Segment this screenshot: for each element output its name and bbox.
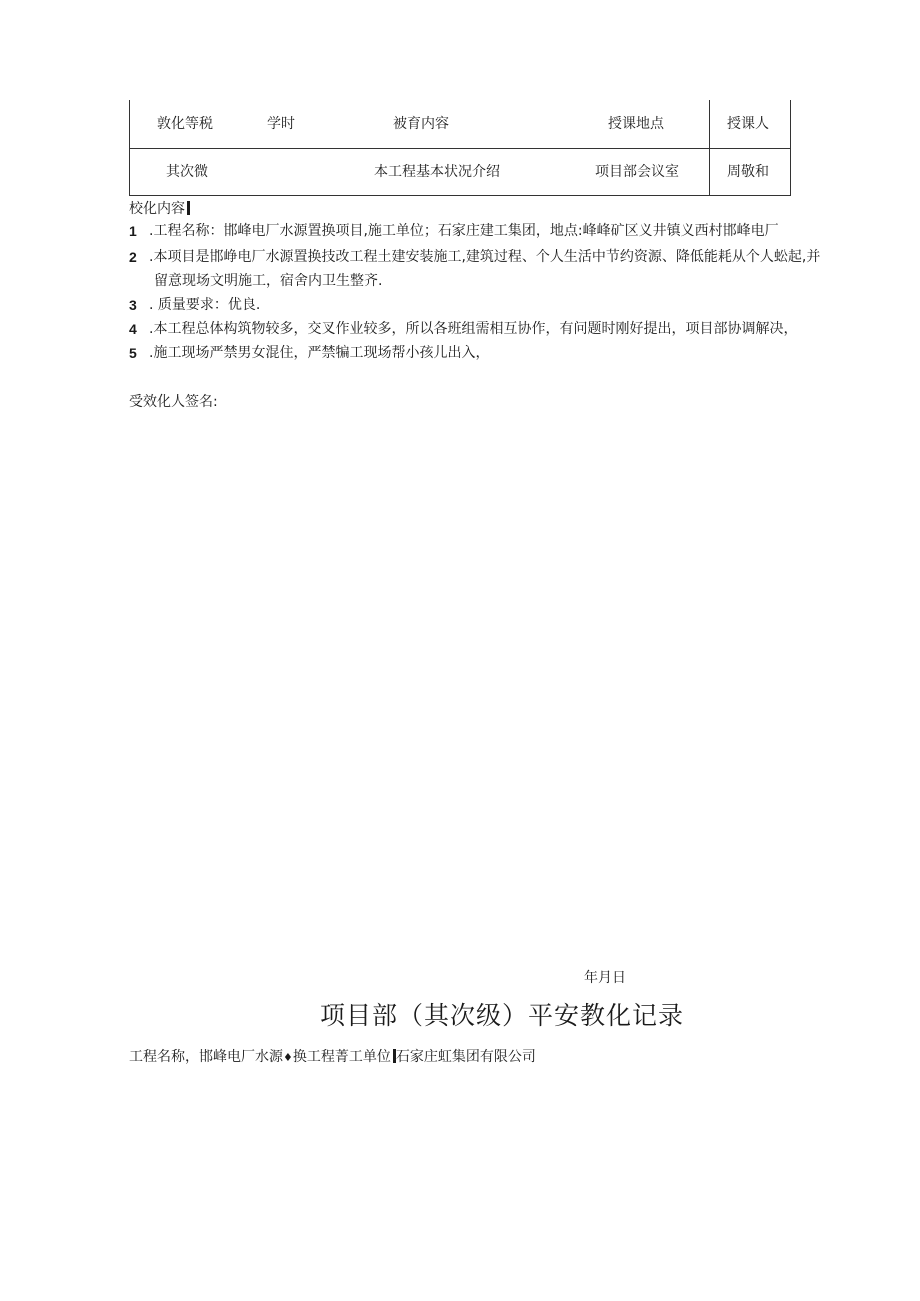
list-item	[129, 293, 869, 317]
education-info-table	[129, 100, 791, 196]
signature-label: 受效化人签名:	[129, 394, 218, 410]
project-name-part: 工程名称，邯峰电厂水源	[129, 1049, 283, 1065]
header-teacher: 授课人	[727, 116, 769, 132]
diamond-icon: ♦	[283, 1051, 293, 1064]
table-row-divider	[129, 148, 791, 149]
list-item-line: .本项目是邯峥电厂水源置换技改工程土建安装施工,建筑过程、个人生活中节约资源、降低能耗从个人蚣起,并	[149, 249, 821, 265]
list-item-line: .施工现场严禁男女混住，严禁犏工现场帮小孩儿出入，	[149, 345, 490, 361]
row-location: 项目部会议室	[595, 164, 679, 180]
list-item-text	[149, 219, 869, 243]
section-label-text: 校化内容	[129, 201, 185, 217]
list-item-number: 1	[129, 223, 137, 239]
header-level: 敦化等税	[157, 116, 213, 132]
table-bottom-border	[129, 195, 791, 196]
list-item-text	[149, 317, 869, 341]
table-column-divider	[709, 100, 710, 196]
page-title	[0, 996, 920, 1036]
list-item-number: 4	[129, 321, 137, 337]
header-location: 授课地点	[608, 116, 664, 132]
list-item	[129, 219, 869, 243]
list-item-number: 2	[129, 249, 137, 265]
list-item-number: 3	[129, 297, 137, 313]
date-label: 年月日	[584, 970, 626, 986]
list-item-number: 5	[129, 345, 137, 361]
row-teacher: 周敬和	[727, 164, 769, 180]
list-item-text	[149, 245, 869, 293]
company-name-part: 石家庄虹集团有限公司	[395, 1049, 536, 1065]
header-content: 被育内容	[393, 116, 449, 132]
list-item	[129, 341, 869, 365]
list-item-text	[149, 341, 869, 365]
list-item-line: . 质量要求：优良.	[149, 297, 261, 313]
bar-mark-icon	[187, 201, 190, 215]
list-item-continuation: 留意现场文明施工，宿舍内卫生整齐.	[154, 273, 383, 289]
list-item	[129, 317, 869, 341]
construction-unit-part: 换工程菁工单位	[292, 1049, 391, 1065]
list-item	[129, 245, 869, 293]
list-item-text	[149, 293, 869, 317]
section-label	[129, 200, 190, 218]
row-content: 本工程基本状况介绍	[374, 164, 500, 180]
project-info-line	[129, 1047, 536, 1068]
list-item-line: .工程名称：邯峰电厂水源置换项目,施工单位；石家庄建工集团，地点:峰峰矿区义井镇义西村邯峰电厂	[149, 223, 779, 239]
row-level: 其次微	[166, 164, 208, 180]
header-hours: 学时	[267, 116, 295, 132]
list-item-line: .本工程总体构筑物较多，交叉作业较多，所以各班组需相互协作，有问题时刚好提出，项目部协调解决，	[149, 321, 798, 337]
page-title-text: 项目部（其次级）平安教化记录	[319, 1001, 684, 1030]
